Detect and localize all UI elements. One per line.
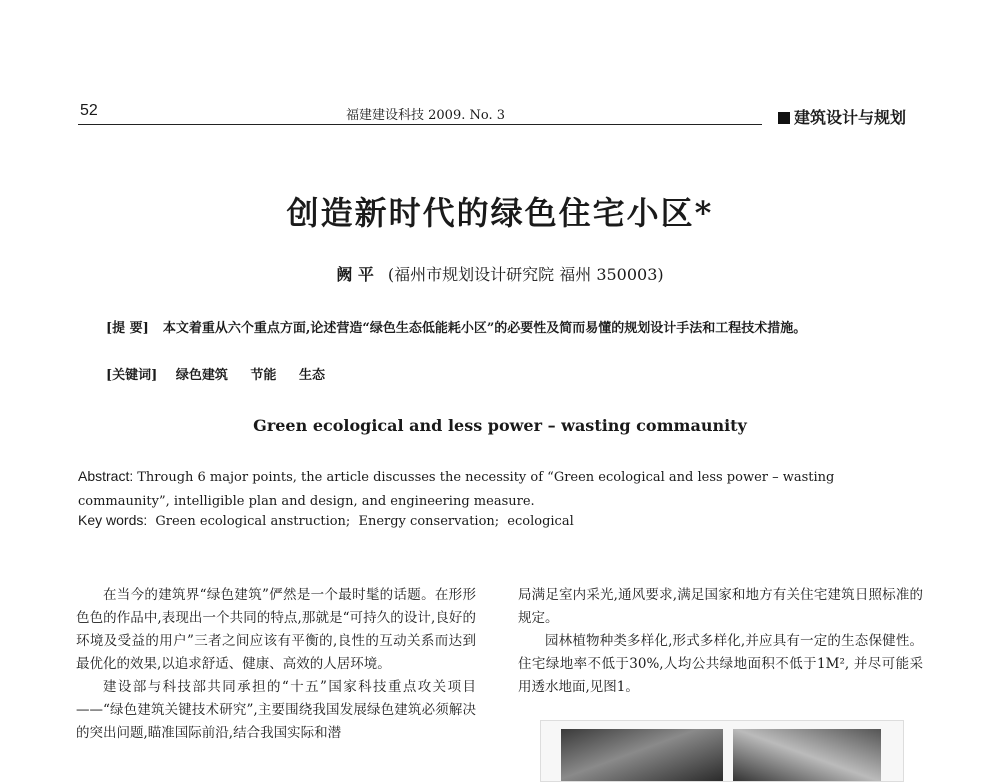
abstract-en-text: Through 6 major points, the article discusses the necessity of “Green ecological and less power – wasting commaunity”, intelligible plan and design, and engineering measure. <box>78 470 835 509</box>
keyword-en: Green ecological anstruction; <box>155 514 351 529</box>
body-paragraph: 建设部与科技部共同承担的“十五”国家科技重点攻关项目——“绿色建筑关键技术研究”,主要围绕我国发展绿色建筑必须解决的突出问题,瞄准国际前沿,结合我国实际和潜 <box>76 679 476 741</box>
header-rule <box>78 124 762 125</box>
journal-title: 福建建设科技 2009. No. 3 <box>346 108 505 123</box>
body-paragraph: 在当今的建筑界“绿色建筑”俨然是一个最时髦的话题。在形形色色的作品中,表现出一个共同的特点,那就是“可持久的设计,良好的环境及受益的用户”三者之间应该有平衡的,良性的互动关系而达到最优化的效果,以追求舒适、健康、高效的人居环境。 <box>76 587 476 672</box>
english-title: Green ecological and less power – wasting commaunity <box>253 416 747 435</box>
keyword-cn: 生态 <box>298 368 325 383</box>
author-affiliation: (福州市规划设计研究院 福州 350003) <box>387 265 664 284</box>
figure-photo-right <box>733 729 881 781</box>
body-column-left <box>76 584 476 745</box>
keywords-cn <box>106 364 343 383</box>
keyword-en: Energy conservation; <box>358 514 500 529</box>
author-name: 阙 平 <box>336 265 374 284</box>
body-paragraph: 局满足室内采光,通风要求,满足国家和地方有关住宅建筑日照标准的规定。 <box>518 587 923 626</box>
author-line <box>0 262 1000 285</box>
body-paragraph: 园林植物种类多样化,形式多样化,并应具有一定的生态保健性。住宅绿地率不低于30%,人均公共绿地面积不低于1M², 并尽可能采用透水地面,见图1。 <box>518 633 923 695</box>
article-title: 创造新时代的绿色住宅小区* <box>286 194 714 232</box>
abstract-cn-label: [提 要] <box>106 321 149 336</box>
figure-1 <box>540 720 904 782</box>
abstract-en-label: Abstract: <box>78 468 134 484</box>
keywords-en-label: Key words: <box>78 512 148 528</box>
keyword-en: ecological <box>507 514 574 529</box>
abstract-en <box>78 464 923 514</box>
keyword-cn: 绿色建筑 <box>175 368 228 383</box>
abstract-cn-text: 本文着重从六个重点方面,论述营造“绿色生态低能耗小区”的必要性及简而易懂的规划设计手法和工程技术措施。 <box>162 321 807 336</box>
section-tag <box>778 105 906 128</box>
body-column-right <box>518 584 923 699</box>
keywords-en <box>78 512 578 529</box>
keyword-cn: 节能 <box>250 368 277 383</box>
abstract-cn <box>78 318 923 340</box>
figure-photo-left <box>561 729 723 781</box>
page-number: 52 <box>80 102 98 119</box>
square-bullet-icon <box>778 112 790 124</box>
keywords-cn-label: [关键词] <box>106 368 158 383</box>
section-label: 建筑设计与规划 <box>794 108 907 127</box>
